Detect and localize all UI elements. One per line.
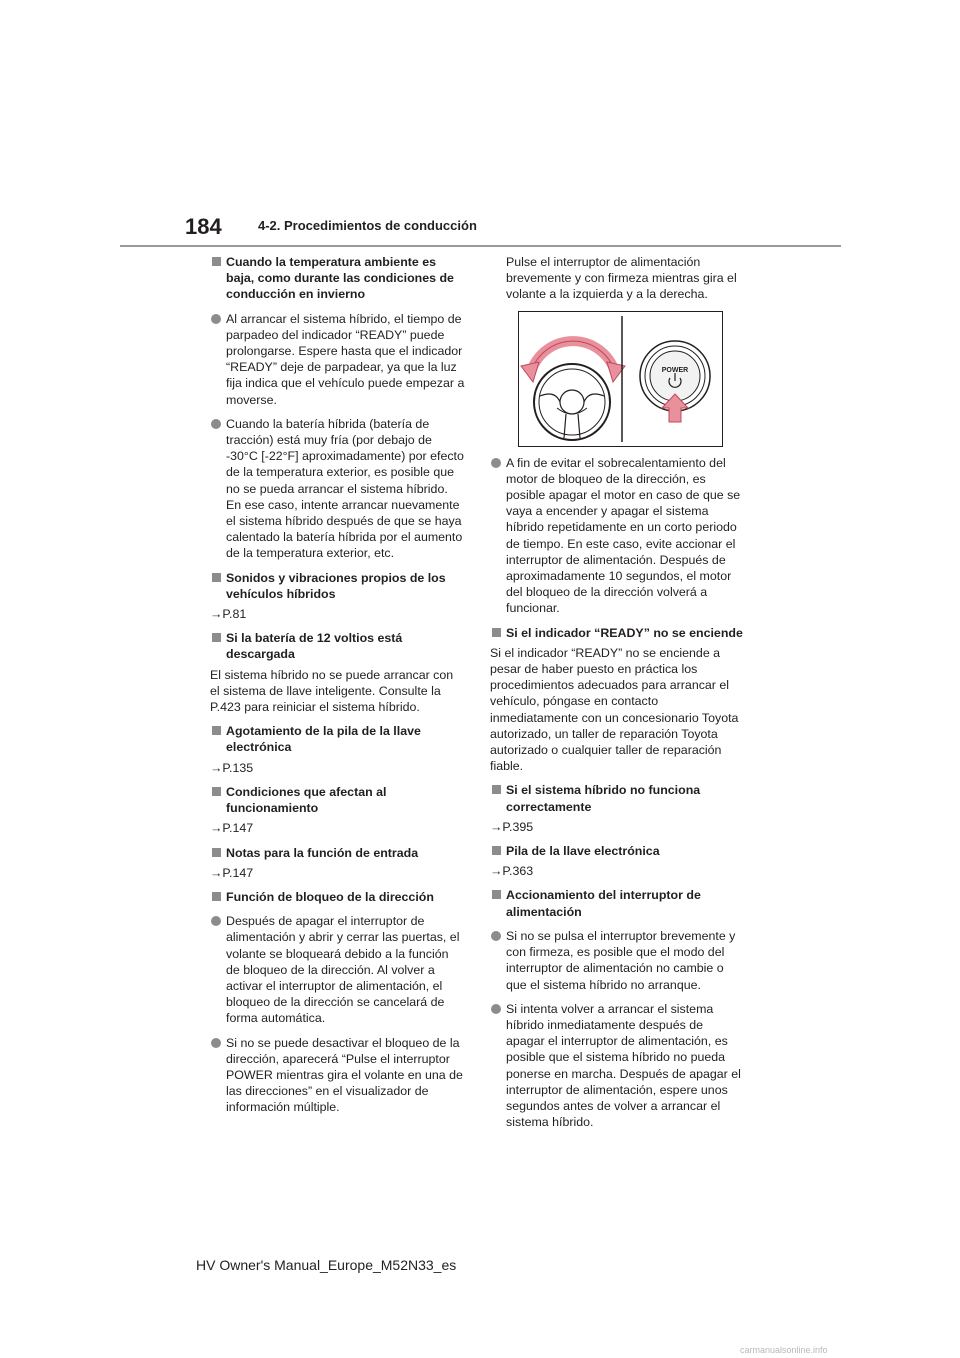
bullet-text: Cuando la batería híbrida (batería de tracción) está muy fría (por debajo de -30°C [-22°F] aproximadamente) por efecto de la temperatura exterior, es posible que no se pueda arrancar el sistema híbrido. En ese caso, intente arrancar nuevamente el sistema híbrido después de que se haya calentado la batería híbrida por el aumento de la temperatura exterior, etc. (226, 416, 464, 561)
section-heading (490, 782, 745, 814)
circle-bullet-icon (211, 314, 221, 324)
bullet-text: Si no se pulsa el interruptor brevemente y con firmeza, es posible que el modo del interruptor de alimentación no cambie o que el sistema híbrido no arranque. (506, 928, 736, 992)
section-heading (490, 887, 745, 919)
bullet-text: A fin de evitar el sobrecalentamiento del motor de bloqueo de la dirección, es posible apagar el motor en caso de que se vaya a encender y apagar el sistema híbrido repetidamente en un corto periodo de tiempo. En este caso, evite accionar el interruptor de alimentación. Después de aproximadamente 10 segundos, el motor del bloqueo de la dirección volverá a funcionar. (506, 455, 741, 616)
right-column (490, 254, 745, 1138)
page-reference[interactable]: →P.395 (490, 819, 534, 834)
steering-power-illustration (519, 312, 722, 446)
bullet-item (210, 416, 465, 562)
bullet-item (490, 928, 745, 993)
square-bullet-icon (212, 573, 221, 582)
page-reference[interactable]: →P.135 (210, 760, 254, 775)
rotate-arrow-icon (521, 341, 625, 382)
left-column (210, 254, 465, 1124)
page-reference[interactable]: →P.81 (210, 607, 247, 622)
paragraph: Pulse el interruptor de alimentación brevemente y con firmeza mientras gira el volante a la izquierda y a la derecha. (506, 255, 737, 302)
heading-text: Función de bloqueo de la dirección (226, 889, 434, 904)
heading-text: Cuando la temperatura ambiente es baja, como durante las condiciones de conducción en invierno (226, 255, 454, 302)
bullet-item (210, 1035, 465, 1116)
heading-text: Notas para la función de entrada (226, 845, 419, 860)
page-reference[interactable]: →P.363 (490, 864, 534, 879)
section-heading (210, 845, 465, 861)
header-rule (120, 245, 841, 247)
square-bullet-icon (212, 726, 221, 735)
heading-text: Si el sistema híbrido no funciona correctamente (506, 783, 701, 814)
heading-text: Agotamiento de la pila de la llave electrónica (226, 724, 421, 755)
bullet-item (490, 455, 745, 617)
section-heading (210, 570, 465, 602)
power-label: POWER (661, 366, 689, 374)
watermark: carmanualsonline.info (740, 1345, 828, 1355)
bullet-item (210, 311, 465, 408)
section-heading (210, 723, 465, 755)
circle-bullet-icon (211, 916, 221, 926)
paragraph: Si el indicador “READY” no se enciende a pesar de haber puesto en práctica los procedimientos adecuados para arrancar el vehículo, póngase en contacto inmediatamente con un concesionario Toyota autorizado, un taller de reparación Toyota autorizado o cualquier taller de reparación fiable. (490, 645, 739, 774)
page-number: 184 (185, 214, 222, 239)
circle-bullet-icon (491, 1004, 501, 1014)
circle-bullet-icon (491, 931, 501, 941)
heading-text: Si el indicador “READY” no se enciende (506, 625, 743, 640)
bullet-item (490, 1001, 745, 1131)
square-bullet-icon (212, 892, 221, 901)
section-heading (210, 784, 465, 816)
bullet-text: Después de apagar el interruptor de alimentación y abrir y cerrar las puertas, el volante se bloqueará debido a la función de bloqueo de la dirección. Al volver a activar el interruptor de alimentación, el bloqueo de la dirección se cancelará de forma automática. (226, 914, 460, 1026)
footer-manual-name: HV Owner's Manual_Europe_M52N33_es (196, 1257, 457, 1273)
square-bullet-icon (492, 785, 501, 794)
circle-bullet-icon (211, 419, 221, 429)
heading-text: Sonidos y vibraciones propios de los vehículos híbridos (226, 570, 446, 601)
page-reference[interactable]: →P.147 (210, 865, 254, 880)
square-bullet-icon (492, 628, 501, 637)
steering-wheel-icon (534, 364, 610, 440)
bullet-text: Al arrancar el sistema híbrido, el tiempo de parpadeo del indicador “READY” puede prolongarse. Espere hasta que el indicador “READY” deje de parpadear, ya que la luz fija indica que el vehículo puede empezar a moverse. (226, 311, 465, 407)
page-reference[interactable]: →P.147 (210, 821, 254, 836)
heading-text: Accionamiento del interruptor de alimentación (506, 888, 701, 919)
section-heading (210, 889, 465, 905)
section-title: 4-2. Procedimientos de conducción (258, 218, 477, 233)
square-bullet-icon (212, 257, 221, 266)
section-heading (490, 843, 745, 859)
paragraph: El sistema híbrido no se puede arrancar con el sistema de llave inteligente. Consulte la P.423 para reiniciar el sistema híbrido. (210, 667, 454, 715)
section-heading (210, 630, 465, 662)
circle-bullet-icon (211, 1038, 221, 1048)
section-heading (210, 254, 465, 303)
bullet-item (210, 913, 465, 1026)
square-bullet-icon (212, 787, 221, 796)
square-bullet-icon (212, 848, 221, 857)
circle-bullet-icon (491, 458, 501, 468)
square-bullet-icon (492, 846, 501, 855)
bullet-text: Si intenta volver a arrancar el sistema híbrido inmediatamente después de apagar el interruptor de alimentación, es posible que el sistema híbrido no pueda ponerse en marcha. Después de apagar el interruptor de alimentación, espere unos segundos antes de volver a arrancar el sistema híbrido. (506, 1001, 741, 1130)
steering-power-figure (518, 311, 723, 447)
square-bullet-icon (492, 890, 501, 899)
square-bullet-icon (212, 633, 221, 642)
heading-text: Pila de la llave electrónica (506, 844, 660, 859)
bullet-text: Si no se puede desactivar el bloqueo de la dirección, aparecerá “Pulse el interruptor POWER mientras gira el volante en una de las direcciones” en el visualizador de información múltiple. (226, 1035, 463, 1115)
heading-text: Si la batería de 12 voltios está descargada (226, 631, 403, 662)
heading-text: Condiciones que afectan al funcionamiento (226, 784, 387, 816)
section-heading (490, 625, 745, 641)
